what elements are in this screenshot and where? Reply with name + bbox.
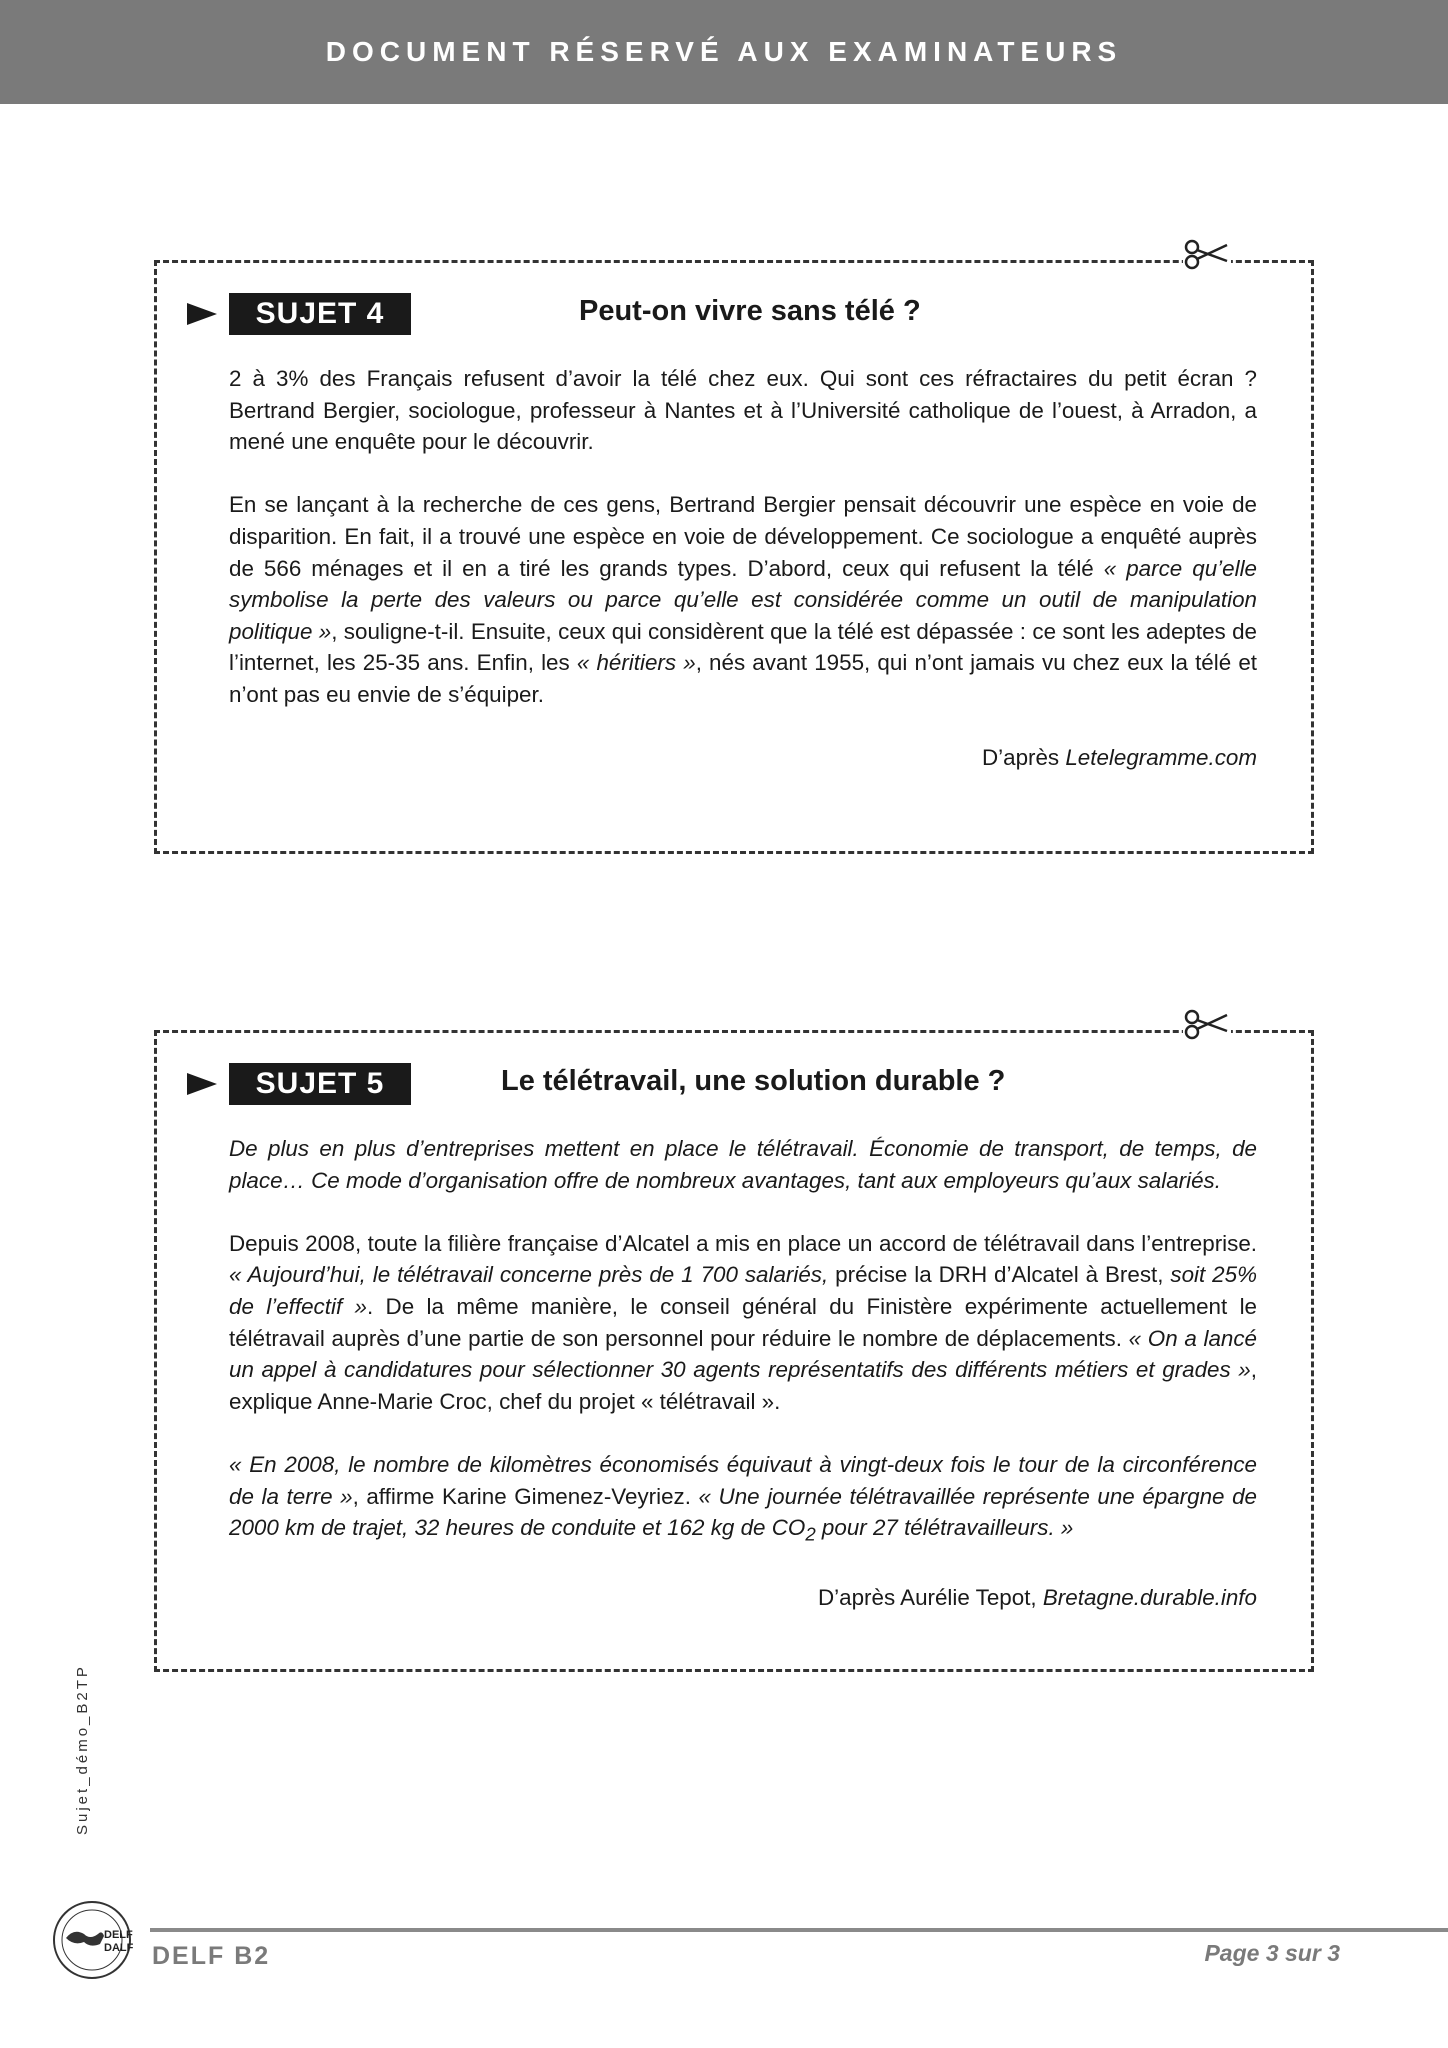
header-band (0, 0, 1448, 104)
footer-page-number: Page 3 sur 3 (1204, 1940, 1340, 1966)
scissors-icon (1183, 237, 1231, 271)
sujet-5-paragraph-3: « En 2008, le nombre de kilomètres économisés équivaut à vingt-deux fois le tour de la circonférence de la terre », affirme Karine Gimenez-Veyriez. « Une journée télétravaillée représente une épargne de 2000 km de trajet, 32 heures de conduite et 162 kg de $CO_2$ pour 27 télétravailleurs. » (229, 1451, 1257, 1545)
sujet-4-card (154, 260, 1314, 854)
sujet-5-title: Le télétravail, une solution durable ? (501, 1065, 1006, 1097)
sujet-4-paragraph-2: En se lançant à la recherche de ces gens, Bertrand Bergier pensait découvrir une espèce en voie de disparition. En fait, il a trouvé une espèce en voie de développement. Ce sociologue a enquêté auprès de 566 ménages et il en a tiré les grands types. D’abord, ceux qui refusent la télé « parce qu’elle symbolise la perte des valeurs ou parce qu’elle est considérée comme un outil de manipulation politique », souligne-t-il. Ensuite, ceux qui considèrent que la télé est dépassée : ce sont les adeptes de l’internet, les 25-35 ans. Enfin, les « héritiers », nés avant 1955, qui n’ont jamais vu chez eux la télé et n’ont pas eu envie de s’équiper. (229, 492, 1257, 707)
footer-exam-label: DELF B2 (152, 1942, 271, 1970)
sujet-4-body (229, 363, 1257, 805)
sujet-4-paragraph-1: 2 à 3% des Français refusent d’avoir la télé chez eux. Qui sont ces réfractaires du petit écran ? Bertrand Bergier, sociologue, professeur à Nantes et à l’Université catholique de l’ouest, à Arradon, a mené une enquête pour le découvrir. (229, 366, 1257, 455)
sujet-5-card (154, 1030, 1314, 1672)
sujet-5-source: D’après Aurélie Tepot, Bretagne.durable.info (818, 1584, 1257, 1610)
delf-dalf-logo (46, 1898, 138, 1982)
sujet-4-title: Peut-on vivre sans télé ? (579, 295, 921, 327)
sujet-5-badge: SUJET 5 (229, 1063, 411, 1105)
arrow-icon (187, 1073, 217, 1095)
sujet-5-intro: De plus en plus d’entreprises mettent en place le télétravail. Économie de transport, de temps, de place… Ce mode d’organisation offre de nombreux avantages, tant aux employeurs qu’aux salariés. (229, 1136, 1257, 1193)
sujet-4-source: D’après Letelegramme.com (981, 745, 1257, 771)
scissors-icon (1183, 1007, 1231, 1041)
sujet-5-paragraph-2: Depuis 2008, toute la filière française d’Alcatel a mis en place un accord de télétravail dans l’entreprise. « Aujourd’hui, le télétravail concerne près de 1 700 salariés, précise la DRH d’Alcatel à Brest, soit 25% de l’effectif ». De la même manière, le conseil général du Finistère expérimente actuellement le télétravail auprès d’une partie de son personnel pour réduire le nombre de déplacements. « On a lancé un appel à candidatures pour sélectionner 30 agents représentatifs des différents métiers et grades », explique Anne-Marie Croc, chef du projet « télétravail ». (229, 1230, 1257, 1414)
sujet-4-badge: SUJET 4 (229, 293, 411, 335)
footer-divider (150, 1928, 1448, 1932)
sujet-5-body (229, 1133, 1257, 1645)
header-title: DOCUMENT RÉSERVÉ AUX EXAMINATEURS (325, 36, 1123, 67)
logo-text-dalf: DALF (104, 1942, 134, 1954)
side-label: Sujet_démo_B2TP (74, 1664, 91, 1835)
logo-text-delf: DELF (104, 1929, 133, 1941)
arrow-icon (187, 303, 217, 325)
